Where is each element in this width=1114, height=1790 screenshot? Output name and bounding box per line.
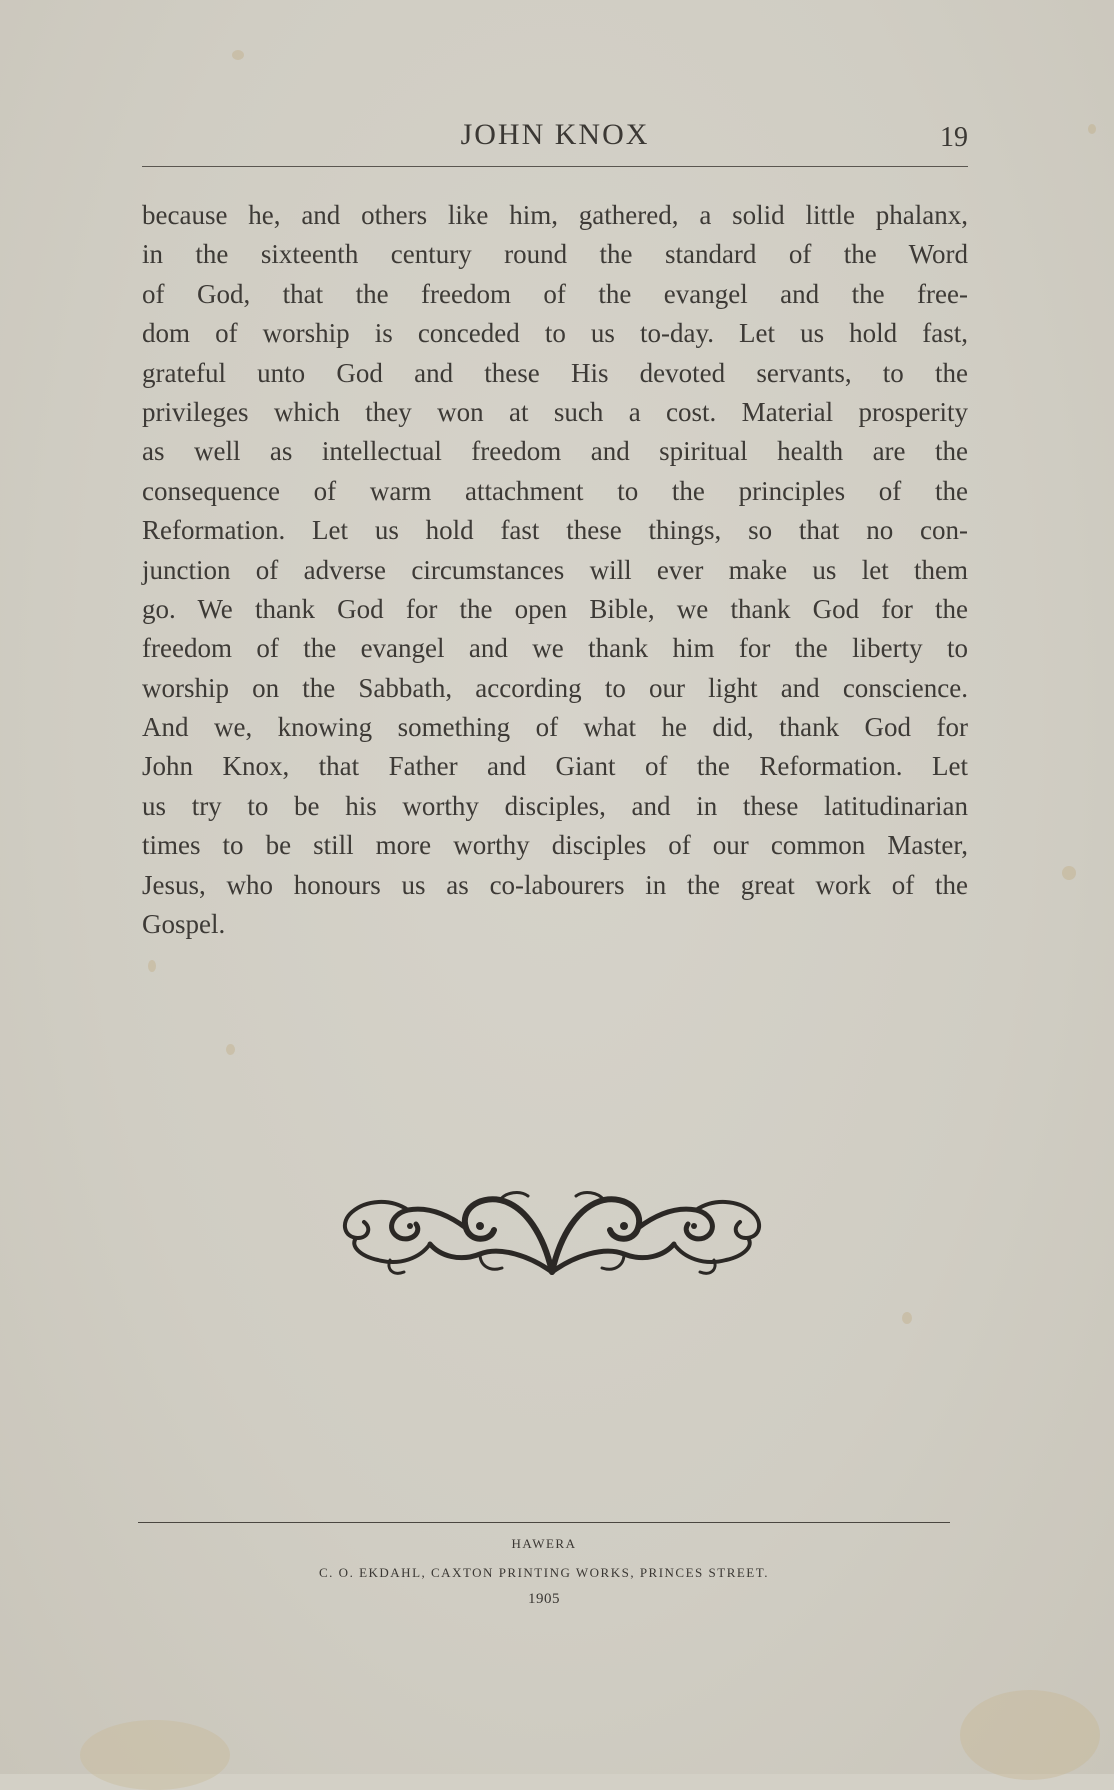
text-line: in the sixteenth century round the standard of the Word <box>142 239 968 270</box>
imprint-rule <box>138 1522 950 1523</box>
foxing-spot <box>148 960 156 972</box>
text-line: Reformation. Let us hold fast these things, so that no con- <box>142 515 968 546</box>
text-line: us try to be his worthy disciples, and in these latitudinarian <box>142 790 968 821</box>
fleuron-ornament-icon <box>330 1186 774 1278</box>
running-title: JOHN KNOX <box>460 118 650 151</box>
text-line: privileges which they won at such a cost. Material prosperity <box>142 396 968 427</box>
imprint-printer: C. O. EKDAHL, CAXTON PRINTING WORKS, PRINCES STREET. <box>319 1565 769 1580</box>
text-line: because he, and others like him, gathered, a solid little phalanx, <box>142 200 968 230</box>
text-line: John Knox, that Father and Giant of the Reformation. Let <box>142 751 968 782</box>
foxing-spot <box>226 1044 235 1055</box>
text-line: dom of worship is conceded to us to-day. Let us hold fast, <box>142 318 968 349</box>
foxing-spot <box>1062 866 1076 880</box>
text-line: times to be still more worthy disciples of our common Master, <box>142 830 968 861</box>
foxing-spot <box>1088 124 1096 134</box>
foxing-spot <box>902 1312 912 1324</box>
imprint-place: HAWERA <box>511 1536 577 1551</box>
text-line: Gospel. <box>142 909 226 940</box>
text-line: of God, that the freedom of the evangel and the free- <box>142 278 968 309</box>
foxing-spot <box>80 1720 230 1790</box>
text-line: consequence of warm attachment to the principles of the <box>142 475 968 506</box>
header-rule <box>142 166 968 167</box>
foxing-spot <box>232 50 244 60</box>
body-paragraph <box>142 196 968 944</box>
text-line: And we, knowing something of what he did, thank God for <box>142 712 968 743</box>
text-line: as well as intellectual freedom and spiritual health are the <box>142 436 968 467</box>
page-header <box>142 118 968 158</box>
text-line: grateful unto God and these His devoted servants, to the <box>142 357 968 388</box>
text-line: junction of adverse circumstances will ever make us let them <box>142 554 968 585</box>
imprint-year: 1905 <box>528 1591 560 1607</box>
text-line: go. We thank God for the open Bible, we thank God for the <box>142 593 968 624</box>
text-line: freedom of the evangel and we thank him for the liberty to <box>142 633 968 664</box>
text-line: worship on the Sabbath, according to our light and conscience. <box>142 672 968 703</box>
page-number: 19 <box>940 122 968 153</box>
foxing-spot <box>960 1690 1100 1780</box>
text-line: Jesus, who honours us as co-labourers in the great work of the <box>142 869 968 900</box>
